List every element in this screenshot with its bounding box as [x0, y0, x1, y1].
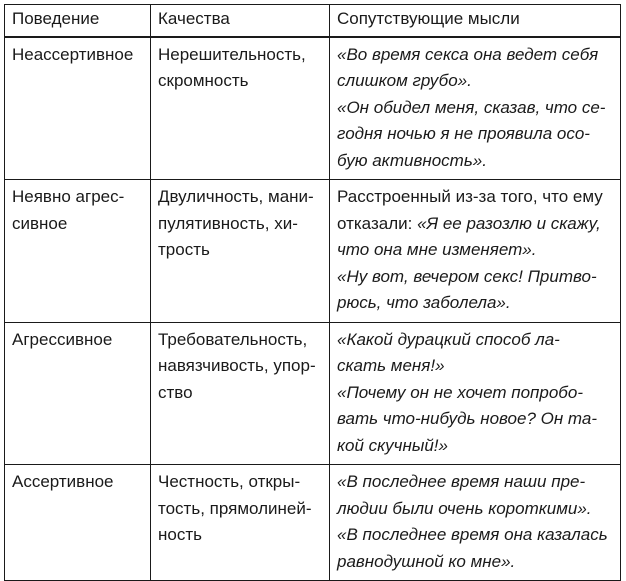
behavior-cell — [5, 37, 151, 180]
qualities-text-line: тость, прямолиней- — [158, 498, 312, 518]
table-body — [5, 37, 621, 581]
quote-text: бую активность». — [337, 150, 487, 170]
qualities-cell — [151, 37, 330, 180]
qualities-cell — [151, 322, 330, 465]
quote-text: «Он обидел меня, сказав, что се- — [337, 97, 606, 117]
qualities-cell — [151, 180, 330, 323]
table-row — [5, 322, 621, 465]
behavior-cell — [5, 322, 151, 465]
quote-text: слишком грубо». — [337, 71, 472, 90]
thoughts-text-line — [337, 237, 613, 264]
thoughts-text-line — [337, 469, 613, 496]
quote-text: «Во время секса она ведет себя — [337, 44, 599, 64]
thoughts-text-line — [337, 121, 613, 148]
thoughts-text-line — [337, 496, 613, 523]
qualities-text-line: ность — [158, 525, 202, 544]
thoughts-text-line — [337, 433, 613, 460]
thoughts-text-line — [337, 406, 613, 433]
quote-text: годня ночью я не проявила осо- — [337, 124, 590, 143]
quote-text: рюсь, что заболела». — [337, 293, 511, 312]
table-row — [5, 180, 621, 323]
quote-text: «Я ее разозлю и скажу, — [417, 213, 601, 233]
quote-text: «Какой дурацкий способ ла- — [337, 329, 560, 349]
qualities-cell — [151, 465, 330, 581]
qualities-text-line: ство — [158, 382, 193, 402]
qualities-text-line: Честность, откры- — [158, 472, 301, 491]
quote-text: скать меня!» — [337, 356, 445, 375]
quote-text: кой скучный!» — [337, 435, 448, 455]
plain-text: отказали: — [337, 213, 418, 233]
thoughts-text-line — [337, 549, 613, 576]
thoughts-text-line — [337, 353, 613, 380]
thoughts-cell — [330, 180, 621, 323]
thoughts-text-line — [337, 264, 613, 291]
thoughts-text-line — [337, 68, 613, 95]
thoughts-cell — [330, 37, 621, 180]
thoughts-text-line — [337, 184, 613, 211]
quote-text: «Ну вот, вечером секс! Притво- — [337, 266, 597, 286]
behavior-cell — [5, 180, 151, 323]
thoughts-text-line — [337, 522, 613, 549]
thoughts-cell — [330, 322, 621, 465]
behavior-text-line: Неассертивное — [12, 44, 134, 64]
thoughts-cell — [330, 465, 621, 581]
thoughts-text-line — [337, 327, 613, 354]
header-behavior: Поведение — [5, 5, 151, 37]
thoughts-text-line — [337, 380, 613, 407]
header-qualities: Качества — [151, 5, 330, 37]
thoughts-text-line — [337, 95, 613, 122]
behavior-cell — [5, 465, 151, 581]
quote-text: равнодушной ко мне». — [337, 551, 516, 571]
thoughts-text-line — [337, 42, 613, 69]
quote-text: «В последнее время она казалась — [337, 525, 608, 544]
qualities-text-line: Требовательность, — [158, 329, 308, 349]
quote-text: вать что-нибудь новое? Он та- — [337, 409, 598, 428]
qualities-text-line: скромность — [158, 71, 249, 90]
behavior-text-line: Агрессивное — [12, 329, 113, 349]
quote-text: людии были очень короткими». — [337, 498, 592, 518]
header-thoughts: Сопутствующие мысли — [330, 5, 621, 37]
behavior-text-line: сивное — [12, 213, 68, 233]
behavior-table — [4, 4, 621, 581]
quote-text: что она мне изменяет». — [337, 240, 537, 259]
qualities-text-line: трость — [158, 240, 210, 259]
thoughts-text-line — [337, 211, 613, 238]
qualities-text-line: Двуличность, мани- — [158, 187, 314, 206]
table-row — [5, 465, 621, 581]
thoughts-text-line — [337, 148, 613, 175]
behavior-text-line: Ассертивное — [12, 472, 114, 491]
quote-text: «Почему он не хочет попробо- — [337, 382, 583, 402]
table-header-row — [5, 5, 621, 37]
behavior-text-line: Неявно агрес- — [12, 187, 125, 206]
thoughts-text-line — [337, 290, 613, 317]
quote-text: «В последнее время наши пре- — [337, 472, 586, 491]
plain-text: Расстроенный из-за того, что ему — [337, 187, 603, 206]
qualities-text-line: навязчивость, упор- — [158, 356, 316, 375]
table-row — [5, 37, 621, 180]
behavior-table-container — [4, 4, 621, 581]
qualities-text-line: Нерешительность, — [158, 44, 306, 64]
qualities-text-line: пулятивность, хи- — [158, 213, 298, 233]
